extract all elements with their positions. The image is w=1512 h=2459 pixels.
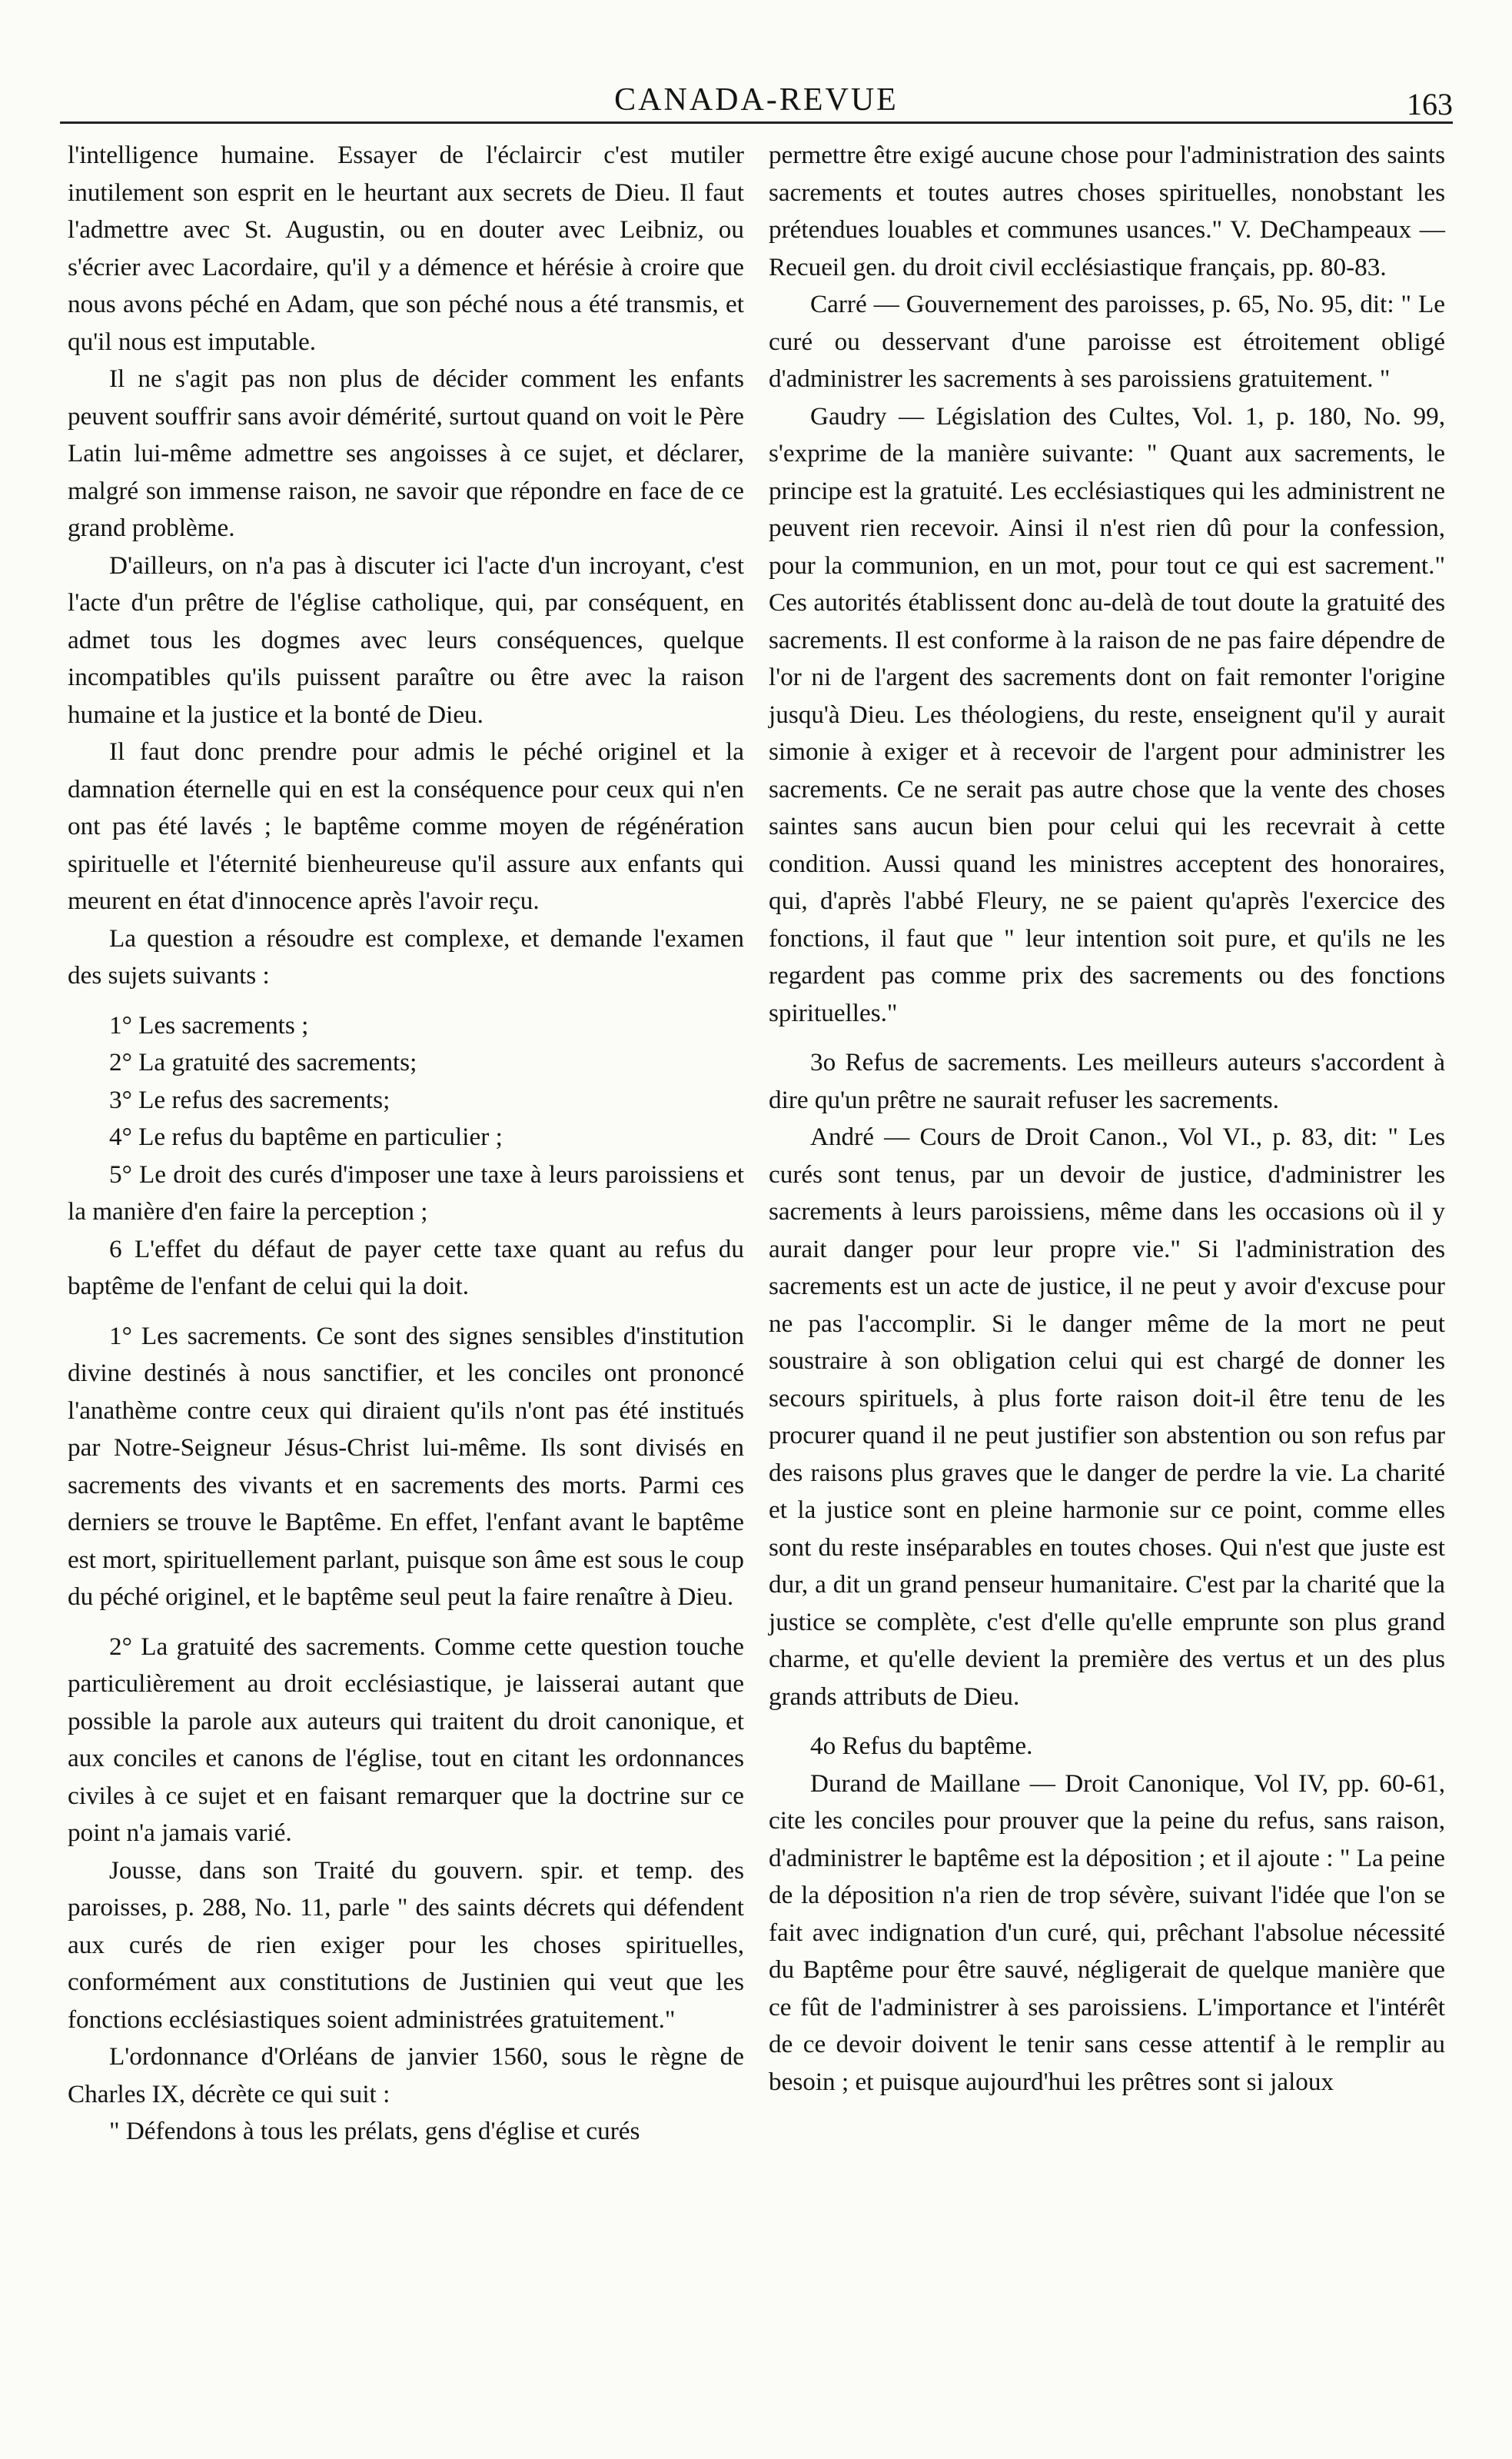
page-header: [60, 71, 1453, 121]
right-column: [769, 137, 1445, 2101]
section-heading: 4o Refus du baptême.: [810, 1732, 1033, 1760]
list-item: 1° Les sacrements ;: [109, 1010, 309, 1040]
paragraph: 2° La gratuité des sacrements. Comme cette question touche particulièrement au droit ecclésiastique, je laisserai autant que possible la parole aux auteurs qui traitent du droit canonique, et aux conciles et canons de l'église, tout en citant les ordonnances civiles à ce sujet et en faisant remarquer que la doctrine sur ce point n'a jamais varié.: [68, 1632, 744, 1847]
page-number: 163: [1407, 87, 1453, 121]
paragraph: Jousse, dans son Traité du gouvern. spir. et temp. des paroisses, p. 288, No. 11, parle " des saints décrets qui défendent aux curés de rien exiger pour les choses spirituelles, conformément aux constitutions de Justinien qui veut que les fonctions ecclésiastiques soient administrées gratuitement.": [68, 1855, 744, 2034]
paragraph: Carré — Gouvernement des paroisses, p. 65, No. 95, dit: " Le curé ou desservant d'une paroisse est étroitement obligé d'administrer les sacrements à ses paroissiens gratuitement. ": [769, 290, 1445, 393]
journal-title: CANADA-REVUE: [614, 82, 899, 118]
left-column: [68, 137, 744, 2151]
paragraph: La question a résoudre est complexe, et demande l'examen des sujets suivants :: [68, 923, 744, 990]
header-rule: [60, 121, 1453, 124]
paragraph: D'ailleurs, on n'a pas à discuter ici l'acte d'un incroyant, c'est l'acte d'un prêtre de l'église catholique, qui, par conséquent, en admet tous les dogmes avec leurs conséquences, quelque incompatibles qu'ils puissent paraître ou être avec la raison humaine et la justice et la bonté de Dieu.: [68, 551, 744, 729]
paragraph: Il ne s'agit pas non plus de décider comment les enfants peuvent souffrir sans avoir démérité, surtout quand on voit le Père Latin lui-même admettre ses angoisses à ce sujet, et déclarer, malgré son immense raison, ne savoir que répondre en face de ce grand problème.: [68, 364, 744, 542]
paragraph: André — Cours de Droit Canon., Vol VI., p. 83, dit: " Les curés sont tenus, par un devoir de justice, d'administrer les sacrements à leurs paroissiens, même dans les occasions où il y aurait danger pour leur propre vie." Si l'administration des sacrements est un acte de justice, il ne peut y avoir d'excuse pour ne pas l'accomplir. Si le danger même de la mort ne peut soustraire à son obligation celui qui est chargé de donner les secours spirituels, à plus forte raison doit-il être tenu de les procurer quand il ne peut justifier son abstention ou son refus par des raisons plus graves que le danger de perdre la vie. La charité et la justice sont en pleine harmonie sur ce point, comme elles sont du reste inséparables en toutes choses. Qui n'est que juste est dur, a dit un grand penseur humanitaire. C'est par la charité que la justice se complète, c'est d'elle qu'elle emprunte son plus grand charme, et qu'elle devient la première des vertus et un des plus grands attributs de Dieu.: [769, 1123, 1445, 1711]
paragraph: " Défendons à tous les prélats, gens d'église et curés: [109, 2117, 640, 2145]
paragraph: 1° Les sacrements. Ce sont des signes sensibles d'institution divine destinés à nous sanctifier, et les conciles ont prononcé l'anathème contre ceux qui diraient qu'ils n'ont pas été institués par Notre-Seigneur Jésus-Christ lui-même. Ils sont divisés en sacrements des vivants et en sacrements des morts. Parmi ces derniers se trouve le Baptême. En effet, l'enfant avant le baptême est mort, spirituellement parlant, puisque son âme est sous le coup du péché originel, et le baptême seul peut la faire renaître à Dieu.: [68, 1321, 744, 1611]
list-item: 2° La gratuité des sacrements;: [109, 1048, 417, 1076]
paragraph: Durand de Maillane — Droit Canonique, Vol IV, pp. 60-61, cite les conciles pour prouver que la peine du refus, sans raison, d'administrer le baptême est la déposition ; et il ajoute : " La peine de la déposition n'a rien de trop sévère, suivant l'idée que l'on se fait avec indignation d'un curé, qui, prêchant l'absolue nécessité du Baptême pour être sauvé, négligerait de quelque manière que ce fût de l'administrer à ses paroissiens. L'importance et l'intérêt de ce devoir doivent le tenir sans cesse attentif à le remplir au besoin ; et puisque aujourd'hui les prêtres sont si jaloux: [769, 1769, 1445, 2096]
list-item: 6 L'effet du défaut de payer cette taxe quant au refus du baptême de l'enfant de celui qui la doit.: [68, 1234, 744, 1300]
paragraph: l'intelligence humaine. Essayer de l'éclaircir c'est mutiler inutilement son esprit en le heurtant aux secrets de Dieu. Il faut l'admettre avec St. Augustin, ou en douter avec Leibniz, ou s'écrier avec Lacordaire, qu'il y a démence et hérésie à croire que nous avons péché en Adam, que son péché nous a été transmis, et qu'il nous est imputable.: [68, 141, 744, 356]
paragraph: permettre être exigé aucune chose pour l'administration des saints sacrements et toutes autres choses spirituelles, nonobstant les prétendues louables et communes usances." V. DeChampeaux — Recueil gen. du droit civil ecclésiastique français, pp. 80-83.: [769, 141, 1445, 281]
list-item: 3° Le refus des sacrements;: [109, 1085, 390, 1114]
paragraph: Il faut donc prendre pour admis le péché originel et la damnation éternelle qui en est la conséquence pour ceux qui n'en ont pas été lavés ; le baptême comme moyen de régénération spirituelle et l'éternité bienheureuse qu'il assure aux enfants qui meurent en état d'innocence après l'avoir reçu.: [68, 737, 744, 915]
paragraph: 3o Refus de sacrements. Les meilleurs auteurs s'accordent à dire qu'un prêtre ne saurait refuser les sacrements.: [769, 1048, 1445, 1114]
list-item: 4° Le refus du baptême en particulier ;: [109, 1123, 503, 1151]
paragraph: L'ordonnance d'Orléans de janvier 1560, sous le règne de Charles IX, décrète ce qui suit :: [68, 2042, 744, 2108]
paragraph: Gaudry — Législation des Cultes, Vol. 1, p. 180, No. 99, s'exprime de la manière suivante: " Quant aux sacrements, le principe est la gratuité. Les ecclésiastiques qui les administrent ne peuvent rien recevoir. Ainsi il n'est rien dû pour la confession, pour la communion, en un mot, pour tout ce qui est sacrement." Ces autorités établissent donc au-delà de tout doute la gratuité des sacrements. Il est conforme à la raison de ne pas faire dépendre de l'or ni de l'argent des sacrements dont on fait remonter l'origine jusqu'à Dieu. Les théologiens, du reste, enseignent qu'il y aurait simonie à exiger et à recevoir de l'argent pour administrer les sacrements. Ce ne serait pas autre chose que la vente des choses saintes sans aucun bien pour celui qui les recevrait à cette condition. Aussi quand les ministres acceptent des honoraires, qui, d'après l'abbé Fleury, ne se paient qu'après l'exercice des fonctions, il faut que " leur intention soit pure, et qu'ils ne les regardent pas comme prix des sacrements ou des fonctions spirituelles.": [769, 401, 1445, 1027]
list-item: 5° Le droit des curés d'imposer une taxe à leurs paroissiens et la manière d'en faire la perception ;: [68, 1160, 744, 1226]
